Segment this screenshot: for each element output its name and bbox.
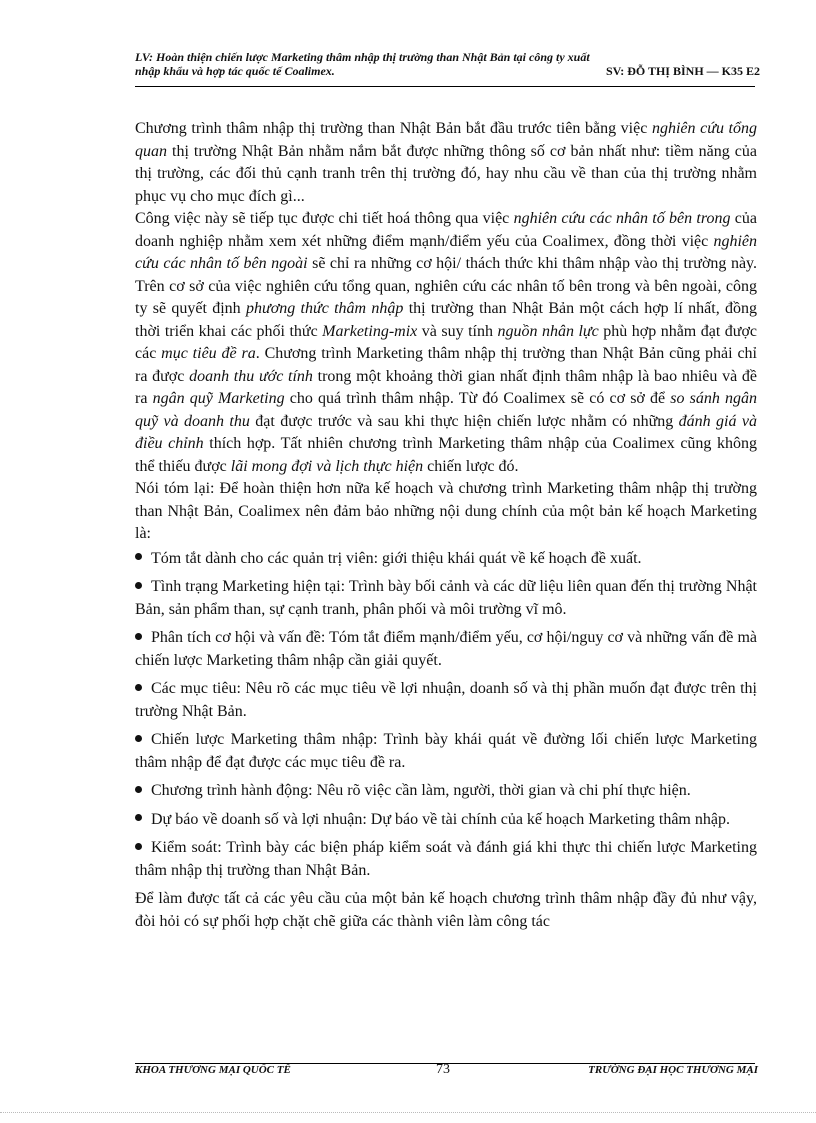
text-run: của doanh nghiệp nhằm xem xét những điểm mạnh/điểm yếu của Coalimex, đồng thời việc [135, 210, 757, 250]
emphasized-term: nghiên cứu các nhân tố bên trong [513, 210, 731, 227]
list-item: Dự báo về doanh số và lợi nhuận: Dự báo về tài chính của kế hoạch Marketing thâm nhập. [135, 809, 757, 832]
footer-university: TRƯỜNG ĐẠI HỌC THƯƠNG MẠI [588, 1064, 758, 1076]
emphasized-term: lãi mong đợi và lịch thực hiện [230, 457, 424, 475]
paragraph-analysis [135, 208, 757, 478]
text-run: thích hợp. Tất nhiên chương trình Marketing thâm nhập của Coalimex cũng không thể thiếu được [135, 435, 758, 475]
page-bottom-edge [0, 1112, 816, 1113]
bullet-icon [135, 814, 142, 821]
list-item: Chương trình hành động: Nêu rõ việc cần làm, người, thời gian và chi phí thực hiện. [135, 780, 757, 803]
paragraph-closing: Để làm được tất cả các yêu cầu của một bản kế hoạch chương trình thâm nhập đầy đủ như vậy, đòi hỏi có sự phối hợp chặt chẽ giữa các thành viên làm công tác [135, 890, 757, 930]
paragraph-summary: Nói tóm lại: Để hoàn thiện hơn nữa kế hoạch và chương trình Marketing thâm nhập thị trường than Nhật Bản, Coalimex nên đảm bảo những nội dung chính của một bản kế hoạch Marketing là: [135, 480, 757, 542]
page-content [135, 118, 757, 933]
text-run: Chương trình thâm nhập thị trường than Nhật Bản bắt đầu trước tiên bằng việc [135, 120, 652, 137]
list-item: Tình trạng Marketing hiện tại: Trình bày bối cảnh và các dữ liệu liên quan đến thị trường Nhật Bản, sản phẩm than, sự cạnh tranh, phân phối và môi trường vĩ mô. [135, 578, 757, 618]
emphasized-term: Marketing-mix [322, 322, 418, 340]
header-divider [135, 86, 755, 87]
bullet-icon [135, 633, 142, 640]
list-item: Phân tích cơ hội và vấn đề: Tóm tắt điểm mạnh/điểm yếu, cơ hội/nguy cơ và những vấn đề mà chiến lược Marketing thâm nhập cần giải quyết. [135, 629, 757, 669]
emphasized-term: nghiên cứu các nhân tố bên ngoài [135, 232, 757, 272]
text-run: cho quá trình thâm nhập. Từ đó Coalimex sẽ có cơ sở để [284, 390, 671, 407]
text-run: thị trường Nhật Bản nhằm nắm bắt được những thông số cơ bản nhất như: tiềm năng của thị trường, các đối thủ cạnh tranh trên thị trường đó, hay nhu cầu về than của thị trường nhằm phục vụ cho mục đích gì... [135, 142, 757, 205]
footer-faculty: KHOA THƯƠNG MẠI QUỐC TẾ [135, 1064, 291, 1076]
list-item: Các mục tiêu: Nêu rõ các mục tiêu về lợi nhuận, doanh số và thị phần muốn đạt được trên thị trường Nhật Bản. [135, 680, 757, 720]
header-thesis-title-cont [135, 64, 760, 78]
emphasized-term: so sánh ngân quỹ và doanh thu [135, 390, 758, 430]
emphasized-term: phương thức thâm nhập [245, 300, 404, 317]
emphasized-term: ngân quỹ Marketing [152, 390, 285, 407]
bullet-icon [135, 843, 142, 850]
bullet-icon [135, 735, 142, 742]
text-run: chiến lược đó. [423, 457, 519, 475]
list-item: Kiểm soát: Trình bày các biện pháp kiểm soát và đánh giá khi thực thi chiến lược Marketing thâm nhập thị trường than Nhật Bản. [135, 839, 757, 879]
bullet-icon [135, 684, 142, 691]
text-run: Công việc này sẽ tiếp tục được chi tiết hoá thông qua việc [135, 210, 514, 227]
page-number: 73 [436, 1062, 450, 1077]
emphasized-term: nghiên cứu tổng quan [135, 120, 758, 160]
text-run: phù hợp nhằm đạt được các [135, 322, 758, 362]
text-run: và suy tính [417, 322, 498, 340]
header-thesis-title: LV: Hoàn thiện chiến lược Marketing thâm nhập thị trường than Nhật Bản tại công ty xuất [135, 50, 590, 64]
page-header [135, 50, 760, 84]
text-run: thị trường than Nhật Bản một cách hợp lí nhất, đồng thời triển khai các phối thức [135, 300, 758, 340]
plan-contents-list [135, 548, 757, 883]
header-thesis-title-line2: nhập khẩu và hợp tác quốc tế Coalimex. [135, 64, 335, 78]
paragraph-intro [135, 118, 757, 208]
text-run: đạt được trước và sau khi thực hiện chiến lược nhằm có những [249, 412, 679, 430]
bullet-icon [135, 786, 142, 793]
emphasized-term: doanh thu ước tính [189, 367, 313, 385]
text-run: . Chương trình Marketing thâm nhập thị trường than Nhật Bản cũng phải chỉ ra được [135, 345, 757, 385]
header-student-name: SV: ĐỖ THỊ BÌNH — K35 E2 [605, 64, 760, 78]
bullet-icon [135, 582, 142, 589]
emphasized-term: mục tiêu đề ra [161, 345, 256, 362]
bullet-icon [135, 553, 142, 560]
emphasized-term: đánh giá và điều chỉnh [135, 412, 757, 452]
emphasized-term: nguồn nhân lực [497, 322, 599, 340]
text-run: sẽ chỉ ra những cơ hội/ thách thức khi thâm nhập vào thị trường này. Trên cơ sở của việc nghiên cứu tổng quan, nghiên cứu các nhân tố bên trong và bên ngoài, công ty sẽ quyết định [135, 255, 758, 317]
list-item: Chiến lược Marketing thâm nhập: Trình bày khái quát về đường lối chiến lược Marketing thâm nhập để đạt được các mục tiêu đề ra. [135, 731, 757, 771]
list-item: Tóm tắt dành cho các quản trị viên: giới thiệu khái quát về kế hoạch đề xuất. [135, 548, 757, 571]
text-run: trong một khoảng thời gian nhất định thâm nhập là bao nhiêu và đề ra [135, 367, 758, 407]
